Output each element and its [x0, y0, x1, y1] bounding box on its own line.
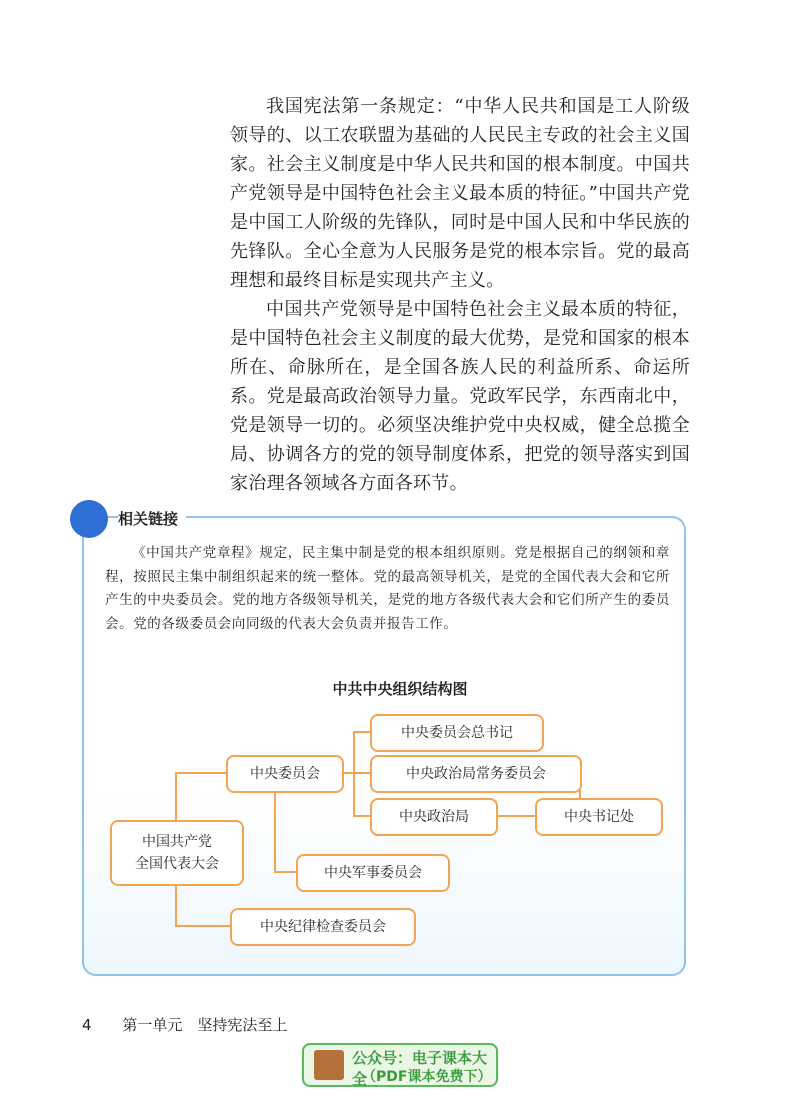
watermark-stamp — [302, 1043, 498, 1087]
paragraph-2: 中国共产党领导是中国特色社会主义最本质的特征，是中国特色社会主义制度的最大优势，是党和国家的根本所在、命脉所在，是全国各族人民的利益所系、命运所系。党是最高政治领导力量。党政军民学，东西南北中，党是领导一切的。必须坚决维护党中央权威，健全总揽全局、协调各方的党的领导制度体系，把党的领导落实到国家治理各领域各方面各环节。 — [230, 299, 690, 494]
page-number: 4 — [82, 1016, 92, 1034]
node-national-congress — [110, 820, 244, 886]
node-national-congress-line2: 全国代表大会 — [135, 856, 219, 872]
node-secretariat: 中央书记处 — [535, 798, 663, 836]
diagram-title: 中共中央组织结构图 — [332, 680, 468, 698]
node-discipline-commission: 中央纪律检查委员会 — [230, 908, 416, 946]
stamp-line-2: （PDF课本免费下） — [362, 1069, 492, 1085]
paragraph-1: 我国宪法第一条规定：“中华人民共和国是工人阶级领导的、以工农联盟为基础的人民民主专政的社会主义国家。社会主义制度是中华人民共和国的根本制度。中国共产党领导是中国特色社会主义最本质的特征。”中国共产党是中国工人阶级的先锋队，同时是中国人民和中华民族的先锋队。全心全意为人民服务是党的根本宗旨。党的最高理想和最终目标是实现共产主义。 — [230, 96, 690, 291]
node-military-commission: 中央军事委员会 — [296, 854, 450, 892]
related-link-title: 相关链接 — [118, 508, 186, 529]
unit-title: 第一单元 坚持宪法至上 — [122, 1016, 288, 1034]
node-central-committee: 中央委员会 — [226, 755, 344, 793]
node-standing-committee: 中央政治局常务委员会 — [370, 755, 582, 793]
node-general-secretary: 中央委员会总书记 — [370, 714, 544, 752]
stamp-line-1: 公众号：电子课本大全 — [352, 1049, 488, 1088]
node-national-congress-line1: 中国共产党 — [142, 834, 212, 850]
node-politburo: 中央政治局 — [370, 798, 498, 836]
book-icon — [314, 1050, 344, 1080]
related-link-paragraph: 《中国共产党章程》规定，民主集中制是党的根本组织原则。党是根据自己的纲领和章程，按照民主集中制组织起来的统一整体。党的最高领导机关，是党的全国代表大会和它所产生的中央委员会。党的地方各级领导机关，是党的地方各级代表大会和它们所产生的委员会。党的各级委员会向同级的代表大会负责并报告工作。 — [105, 545, 670, 632]
page-footer — [82, 1014, 287, 1035]
